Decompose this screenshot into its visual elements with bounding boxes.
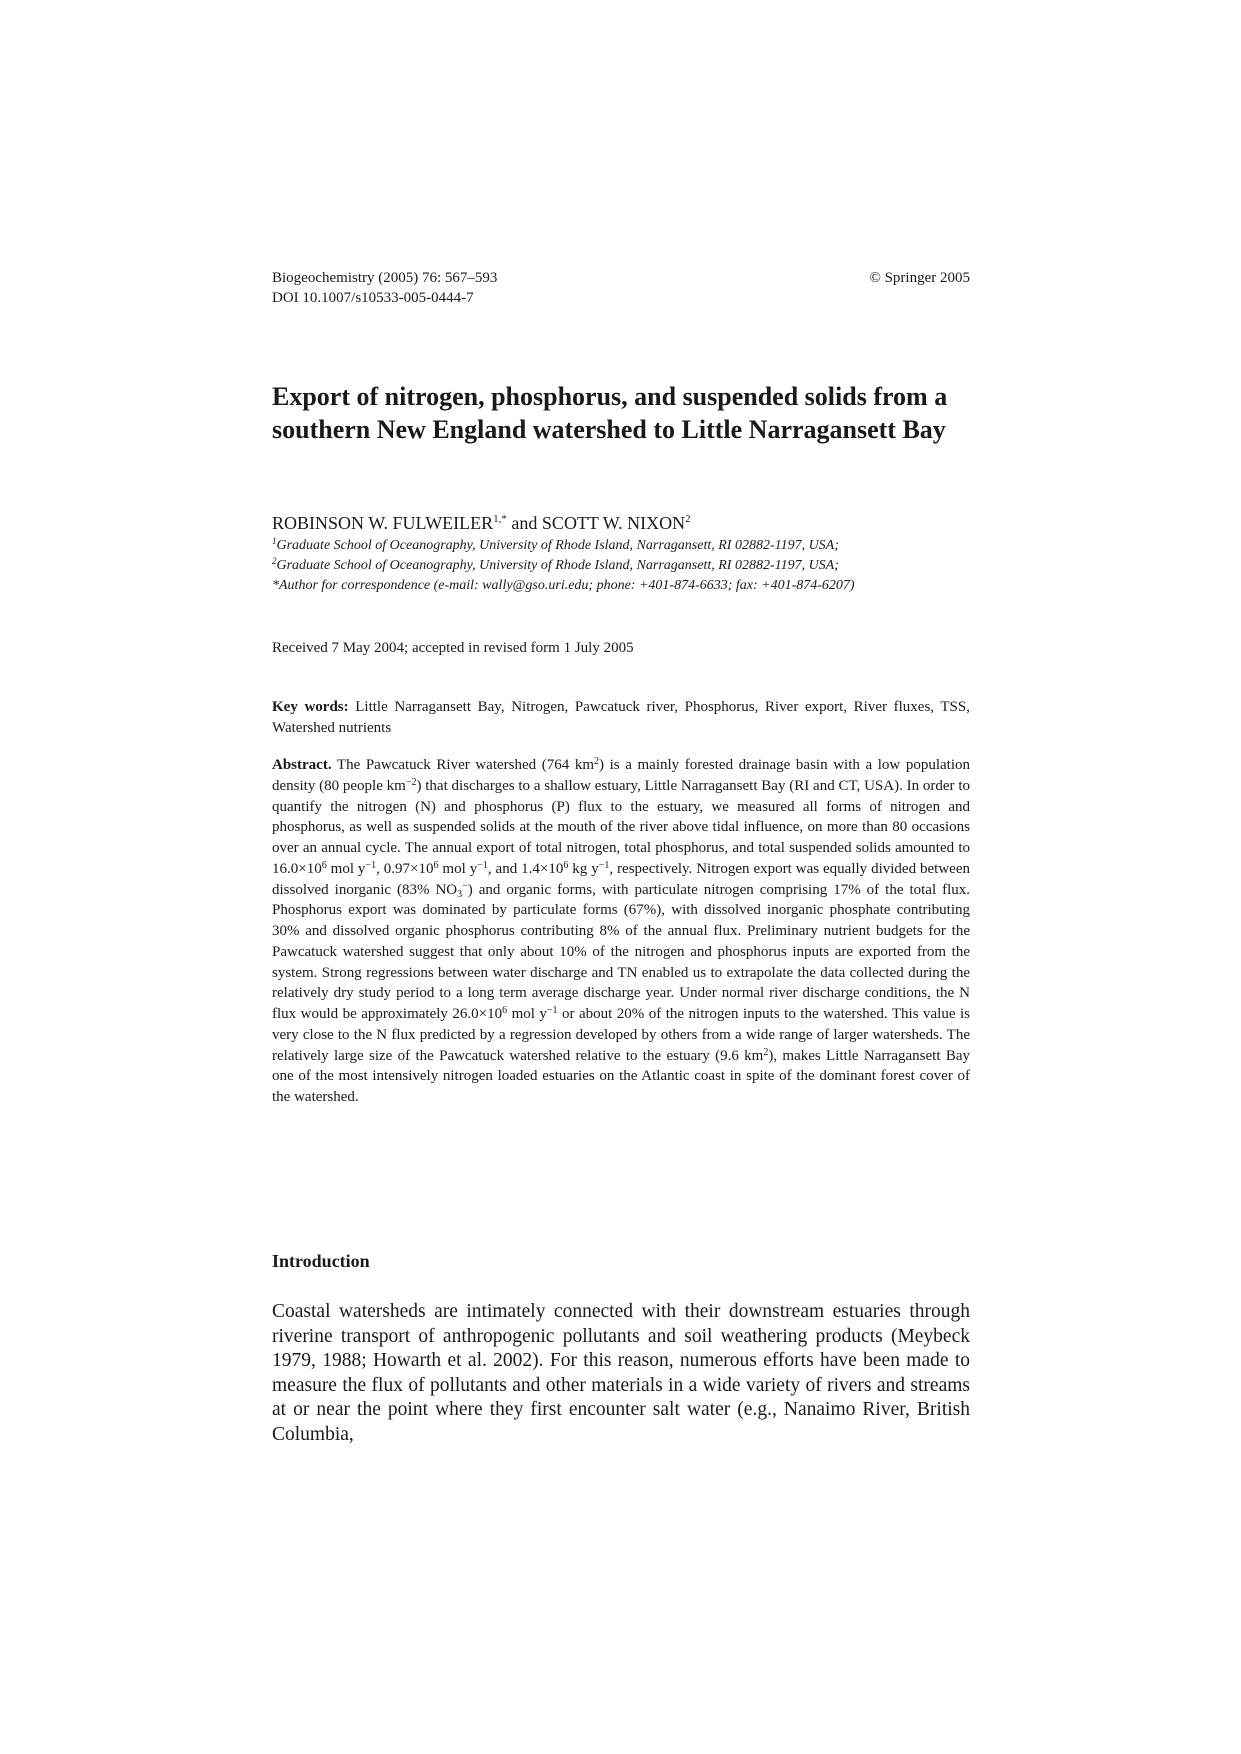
- abstract-sub: 3: [457, 888, 463, 900]
- abstract-sup: −1: [365, 859, 377, 871]
- abstract-text: , 0.97×10: [376, 860, 434, 877]
- article-title: Export of nitrogen, phosphorus, and suspended solids from a southern New England watershed to Little Narragansett Bay: [272, 382, 948, 444]
- journal-info: [272, 268, 497, 308]
- abstract-text: kg y: [568, 860, 599, 877]
- affiliation-1-text: Graduate School of Oceanography, University of Rhode Island, Narragansett, RI 02882-1197, USA;: [276, 538, 839, 553]
- author-1: ROBINSON W. FULWEILER: [272, 513, 494, 533]
- journal-citation: Biogeochemistry (2005) 76: 567–593: [272, 270, 498, 286]
- affiliation-1: [272, 536, 970, 556]
- abstract-text: The Pawcatuck River watershed (764 km: [331, 757, 595, 773]
- abstract-sup: 6: [502, 1005, 508, 1016]
- abstract-sup: −2: [405, 776, 417, 788]
- abstract-sup: −1: [477, 859, 488, 871]
- keywords: [272, 697, 970, 739]
- author-2: SCOTT W. NIXON: [541, 513, 686, 533]
- affiliation-2: [272, 556, 970, 576]
- keywords-text: Little Narragansett Bay, Nitrogen, Pawcatuck river, Phosphorus, River export, River fluxes, TSS, Watershed nutrients: [272, 699, 970, 736]
- abstract-text: mol y: [326, 860, 366, 877]
- introduction-paragraph: Coastal watersheds are intimately connected with their downstream estuaries through riverine transport of anthropogenic pollutants and soil weathering products (Meybeck 1979, 1988; Howarth et al. 2002). For this reason, numerous efforts have been made to measure the flux of pollutants and other materials in a wide variety of rivers and streams at or near the point where they first encounter salt water (e.g., Nanaimo River, British Columbia,: [272, 1301, 970, 1445]
- abstract-text: mol y: [507, 1006, 547, 1022]
- abstract-text: ) is a mainly forested drainage basin with a low population density (80 people km: [272, 757, 970, 794]
- copyright: © Springer 2005: [869, 270, 970, 286]
- correspondence: *Author for correspondence (e-mail: wally@gso.uri.edu; phone: +401-874-6633; fax: +401-874-6207): [272, 578, 855, 593]
- abstract-sup: 2: [763, 1046, 769, 1058]
- received-dates: Received 7 May 2004; accepted in revised form 1 July 2005: [272, 640, 634, 656]
- section-heading-introduction: Introduction: [272, 1251, 370, 1271]
- abstract-text: , respectively. Nitrogen export was equally divided between dissolved inorganic (83% NO: [272, 860, 970, 898]
- abstract-text: mol y: [438, 860, 478, 877]
- abstract-sup: −1: [598, 859, 610, 871]
- abstract-text: ), makes Little Narragansett Bay one of the most intensively nitrogen loaded estuaries on the Atlantic coast in spite of the dominant forest cover of the watershed.: [272, 1047, 970, 1105]
- affiliation-1-number: 1: [272, 536, 277, 546]
- abstract: [272, 755, 970, 1108]
- author-line: [272, 512, 970, 534]
- abstract-text: , and 1.4×10: [487, 860, 564, 877]
- author-2-marks: 2: [685, 513, 691, 525]
- abstract-text: ) that discharges to a shallow estuary, Little Narragansett Bay (RI and CT, USA). In order to quantify the nitrogen (N) and phosphorus (P) flux to the estuary, we measured all forms of nitrogen and phosphorus, as well as suspended solids at the mouth of the river above tidal influence, on more than 80 occasions over an annual cycle. The annual export of total nitrogen, total phosphorus, and total suspended solids amounted to 16.0×10: [272, 777, 970, 877]
- abstract-sup: 6: [433, 859, 439, 871]
- keywords-label: Key words:: [272, 699, 349, 715]
- abstract-sup: −1: [546, 1005, 558, 1016]
- affiliations: [272, 536, 970, 596]
- abstract-sup: 6: [563, 859, 569, 871]
- affiliation-2-text: Graduate School of Oceanography, University of Rhode Island, Narragansett, RI 02882-1197, USA;: [276, 558, 839, 573]
- doi: DOI 10.1007/s10533-005-0444-7: [272, 290, 474, 306]
- abstract-text: ) and organic forms, with particulate nitrogen comprising 17% of the total flux. Phosphorus export was dominated by particulate forms (67%), with dissolved inorganic phosphate contributing 30% and dissolved organic phosphorus contributing 8% of the annual flux. Preliminary nutrient budgets for the Pawcatuck watershed suggest that only about 10% of the nitrogen and phosphorus inputs are exported from the system. Strong regressions between water discharge and TN enabled us to extrapolate the data collected during the relatively dry study period to a long term average discharge year. Under normal river discharge conditions, the N flux would be approximately 26.0×10: [272, 881, 971, 1022]
- author-1-marks: 1,*: [493, 513, 507, 525]
- abstract-sup: 2: [594, 756, 600, 767]
- abstract-sup: 6: [321, 859, 327, 871]
- abstract-sup: −: [462, 880, 468, 892]
- affiliation-2-number: 2: [272, 556, 277, 566]
- abstract-text: or about 20% of the nitrogen inputs to the watershed. This value is very close to the N flux predicted by a regression developed by others from a wide range of larger watersheds. The relatively large size of the Pawcatuck watershed relative to the estuary (9.6 km: [272, 1006, 970, 1064]
- abstract-label: Abstract.: [272, 757, 332, 773]
- author-conjunction: and: [506, 513, 542, 533]
